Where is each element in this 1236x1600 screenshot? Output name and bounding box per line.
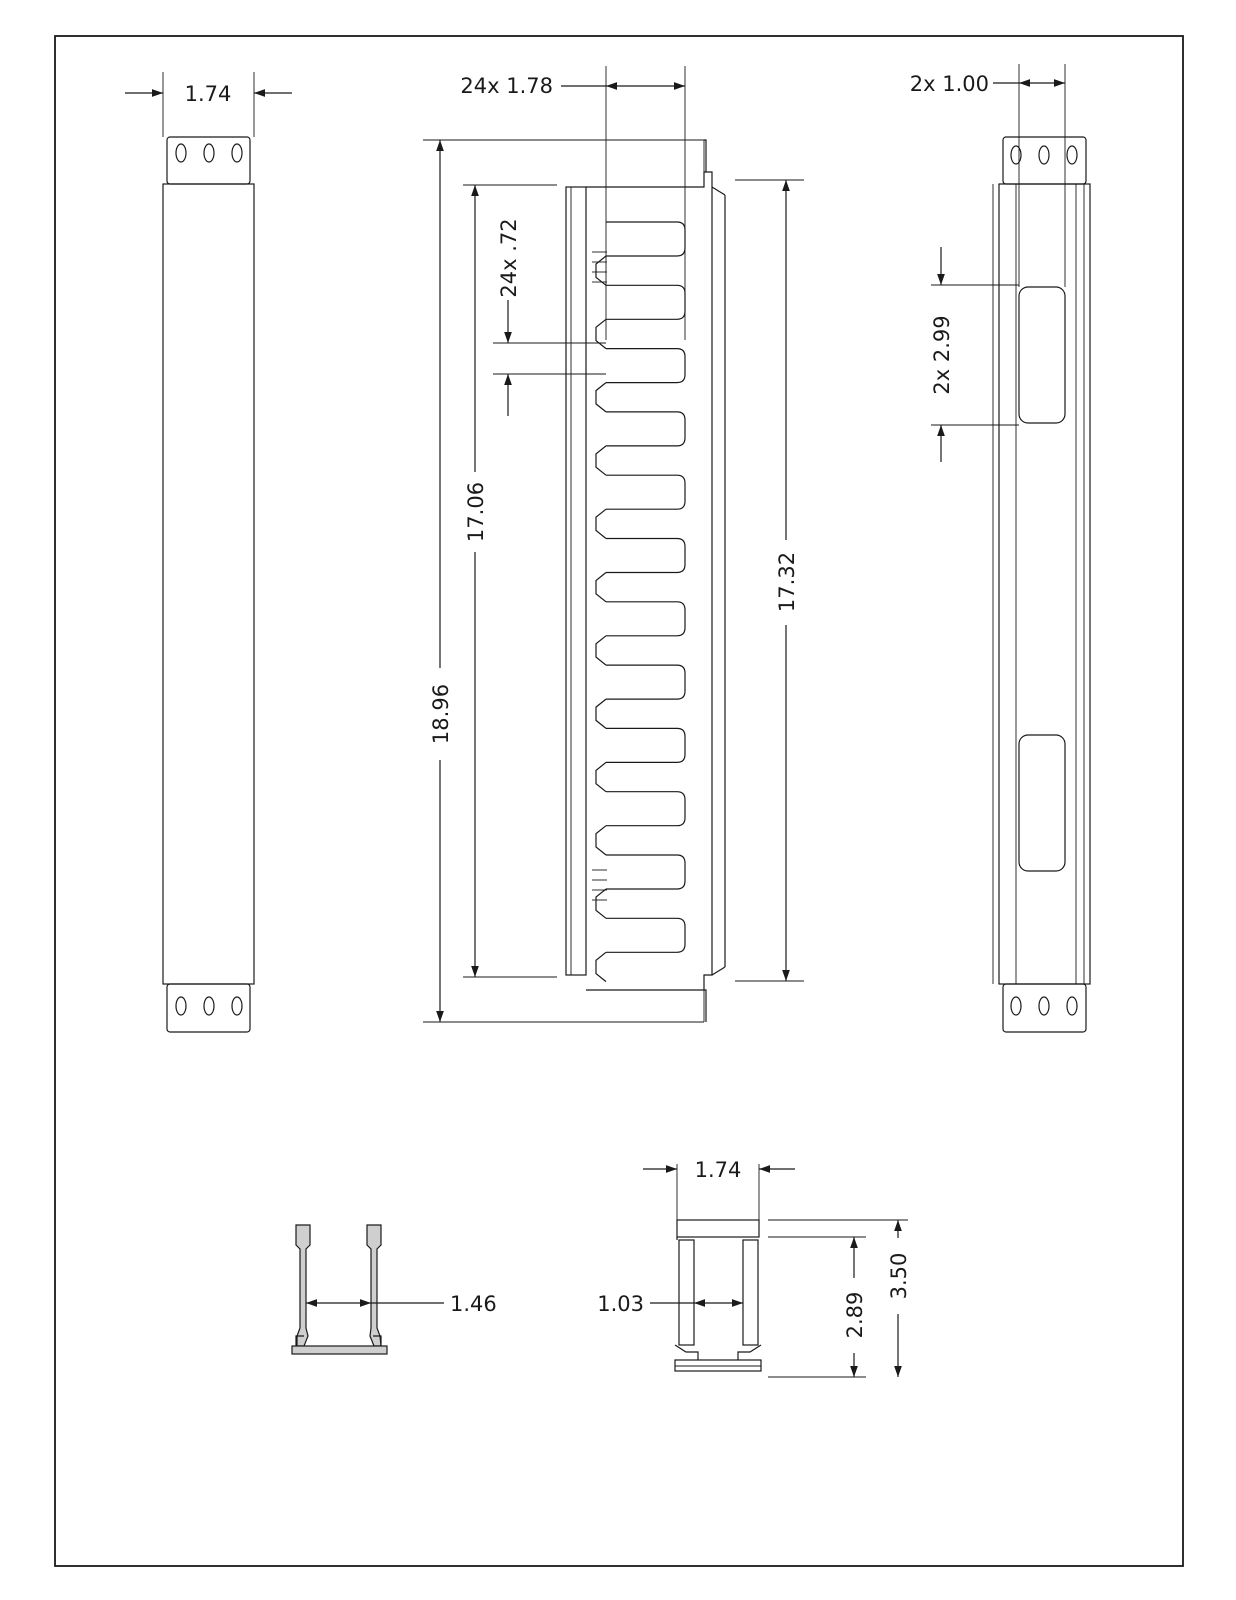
- dim-right-hole-length-label: 2x 2.99: [930, 315, 954, 395]
- dim-inner-length-label: 17.06: [464, 481, 488, 543]
- dim-end-overall-height-label: 3.50: [887, 1252, 911, 1300]
- dim-right-hole-width: [910, 64, 1065, 287]
- right-oval-hole-top: [1019, 287, 1065, 423]
- dim-right-hole-length: [930, 247, 1019, 462]
- dim-slot-height: [493, 218, 606, 416]
- dim-right-hole-width-label: 2x 1.00: [909, 72, 989, 96]
- dim-slot-height-label: 24x .72: [497, 218, 521, 298]
- dim-overall-length: [423, 140, 704, 1022]
- slot-finger: [596, 602, 685, 665]
- slot-finger: [596, 855, 685, 918]
- slot-finger: [596, 539, 685, 602]
- right-panel-view: [993, 137, 1090, 1032]
- dim-end-width: [643, 1158, 795, 1220]
- slot-finger: [596, 222, 685, 285]
- slot-finger: [596, 792, 685, 855]
- slot-finger: [596, 412, 685, 475]
- left-panel-view: [163, 137, 254, 1032]
- dim-slot-pitch-label: 24x 1.78: [460, 74, 553, 98]
- slot-finger: [596, 475, 685, 538]
- dim-end-overall-height: [768, 1220, 911, 1377]
- dim-end-width-label: 1.74: [694, 1158, 742, 1182]
- slot-finger: [596, 349, 685, 412]
- dim-section-inner-width: [306, 1292, 497, 1316]
- dim-section-inner-width-label: 1.46: [450, 1292, 497, 1316]
- middle-panel-view: [566, 140, 725, 1022]
- slot-finger: [596, 665, 685, 728]
- dim-left-width: [125, 72, 292, 137]
- end-view: [675, 1220, 761, 1371]
- dim-end-inner-width: [597, 1292, 743, 1316]
- dim-end-inner-height: [768, 1237, 867, 1377]
- dim-end-inner-width-label: 1.03: [597, 1292, 644, 1316]
- dim-slot-pitch: [460, 66, 685, 340]
- slot-finger: [596, 285, 685, 348]
- dim-overall-length-label: 18.96: [429, 683, 453, 745]
- right-oval-hole-bottom: [1019, 735, 1065, 871]
- drawing-frame: [55, 36, 1183, 1566]
- dim-flange-length: [735, 180, 804, 981]
- dim-flange-length-label: 17.32: [775, 551, 799, 613]
- dim-end-inner-height-label: 2.89: [843, 1291, 867, 1339]
- slot-finger: [596, 918, 685, 981]
- dim-left-width-label: 1.74: [184, 82, 232, 106]
- section-view: [292, 1225, 387, 1354]
- slot-finger: [596, 728, 685, 791]
- dim-inner-length: [463, 185, 557, 977]
